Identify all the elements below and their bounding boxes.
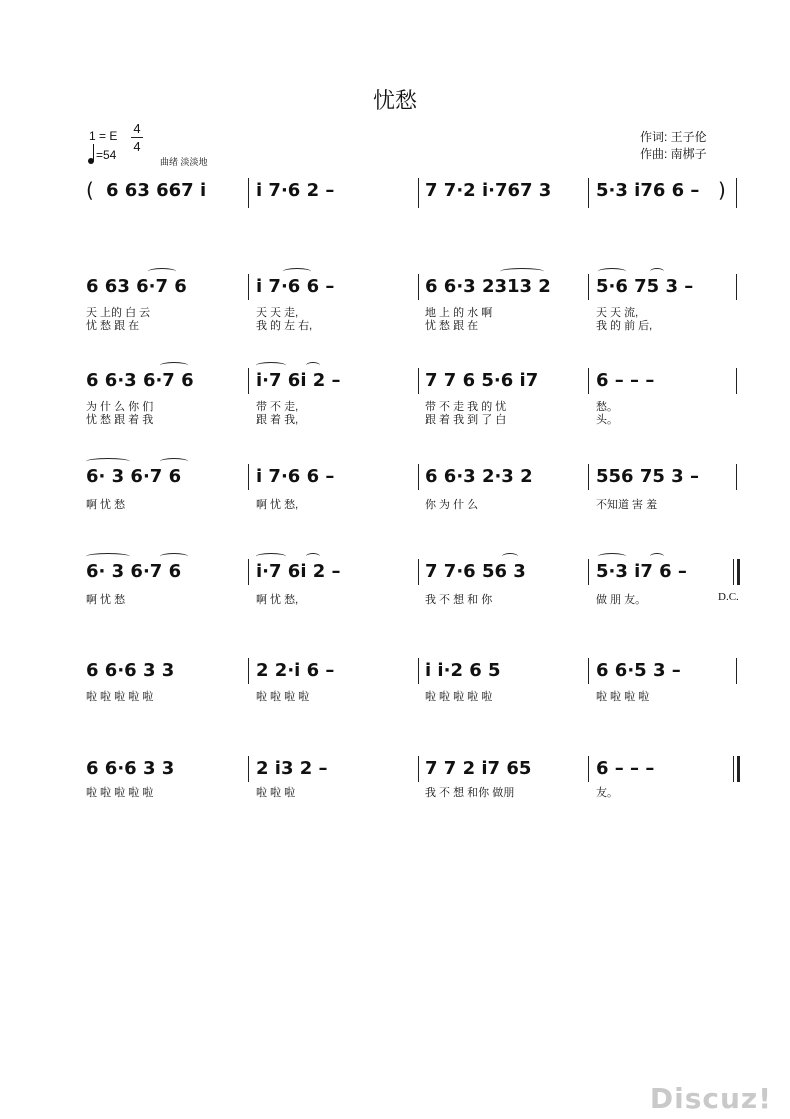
- measure: i·7 6i 2 –: [256, 370, 341, 391]
- watermark-logo: Discuz!: [649, 1082, 772, 1115]
- measure: 6· 3 6·7 6: [86, 466, 182, 487]
- intro-measure-4: 5·3 i76 6 –: [596, 180, 700, 201]
- measure: i 7·6 6 –: [256, 466, 335, 487]
- measure: 7 7 2 i7 65: [425, 758, 532, 779]
- measure: 6 6·3 6·7 6: [86, 370, 194, 391]
- measure: 7 7·6 56 3: [425, 561, 526, 582]
- score-line-1: [0, 268, 790, 338]
- intro-measure-3: 7 7·2 i·767 3: [425, 180, 552, 201]
- lyric: 友。: [596, 787, 618, 799]
- lyricist-credit: 作词: 王子伦: [640, 130, 707, 144]
- lyric: 不知道 害 羞: [596, 499, 658, 511]
- lyric: 头。: [596, 414, 618, 426]
- measure: 5·3 i7 6 –: [596, 561, 687, 582]
- measure: 6 63 6·7 6: [86, 276, 187, 297]
- lyric: 带 不 走,: [256, 401, 299, 413]
- intro-measure-1: 6 63 667 i: [106, 180, 207, 201]
- measure: 6 6·3 2·3 2: [425, 466, 533, 487]
- lyric: 跟 着 我,: [256, 414, 299, 426]
- lyric: 忧 愁 跟 在: [86, 320, 140, 332]
- key-signature: 1 = E: [89, 129, 118, 143]
- measure: 6· 3 6·7 6: [86, 561, 182, 582]
- style-mark: 曲绪 淡淡地: [160, 157, 208, 167]
- lyric: 跟 着 我 到 了 白: [425, 414, 507, 426]
- measure: 6 6·6 3 3: [86, 758, 175, 779]
- lyric: 天 天 走,: [256, 307, 299, 319]
- lyric: 天 上的 白 云: [86, 307, 151, 319]
- lyric: 啦 啦 啦 啦: [256, 691, 310, 703]
- quarter-note-icon: [88, 158, 94, 164]
- lyric: 啊 忧 愁,: [256, 499, 299, 511]
- song-title: 忧愁: [372, 89, 417, 114]
- time-signature: [131, 120, 143, 155]
- measure: 5·6 75 3 –: [596, 276, 694, 297]
- measure: 2 2·i 6 –: [256, 660, 335, 681]
- time-numerator: 4: [133, 121, 141, 136]
- measure: 6 6·5 3 –: [596, 660, 681, 681]
- lyric: 愁。: [596, 401, 618, 413]
- lyric: 做 朋 友。: [596, 594, 647, 606]
- lyric: 天 天 流,: [596, 307, 639, 319]
- lyric: 忧 愁 跟 着 我: [86, 414, 154, 426]
- measure: 6 – – –: [596, 370, 655, 391]
- lyric: 啊 忧 愁: [86, 499, 126, 511]
- measure: 6 6·3 2313 2: [425, 276, 551, 297]
- score-line-6: [0, 750, 790, 810]
- lyric: 啊 忧 愁,: [256, 594, 299, 606]
- tempo-mark: [88, 148, 116, 162]
- lyric: 我 的 前 后,: [596, 320, 653, 332]
- measure: 6 6·6 3 3: [86, 660, 175, 681]
- score-line-5: [0, 652, 790, 712]
- measure: i·7 6i 2 –: [256, 561, 341, 582]
- lyric: 啊 忧 愁: [86, 594, 126, 606]
- lyric: 为 什 么 你 们: [86, 401, 154, 413]
- lyric: 啦 啦 啦 啦 啦: [425, 691, 493, 703]
- lyric: 我 不 想 和 你: [425, 594, 493, 606]
- lyric: 啦 啦 啦 啦 啦: [86, 691, 154, 703]
- lyric: 我 不 想 和你 做朋: [425, 787, 515, 799]
- composer-credit: 作曲: 南梆子: [640, 147, 707, 161]
- intro-open-paren: (: [86, 178, 94, 202]
- intro-line: [0, 178, 790, 218]
- lyric: 啦 啦 啦 啦 啦: [86, 787, 154, 799]
- measure: 7 7 6 5·6 i7: [425, 370, 539, 391]
- measure: i i·2 6 5: [425, 660, 501, 681]
- lyric: 地 上 的 水 啊: [425, 307, 493, 319]
- intro-close-paren: ): [718, 178, 726, 202]
- measure: i 7·6 6 –: [256, 276, 335, 297]
- lyric: 忧 愁 跟 在: [425, 320, 479, 332]
- score-line-3: [0, 458, 790, 518]
- lyric: 你 为 什 么: [425, 499, 479, 511]
- time-denominator: 4: [133, 139, 141, 154]
- lyric: 我 的 左 右,: [256, 320, 313, 332]
- tempo-value: =54: [96, 148, 117, 162]
- measure: 2 i3 2 –: [256, 758, 328, 779]
- intro-measure-2: i 7·6 2 –: [256, 180, 335, 201]
- lyric: 啦 啦 啦: [256, 787, 296, 799]
- dc-mark: D.C.: [718, 591, 739, 603]
- lyric: 啦 啦 啦 啦: [596, 691, 650, 703]
- measure: 6 – – –: [596, 758, 655, 779]
- lyric: 带 不 走 我 的 忧: [425, 401, 507, 413]
- score-line-2: [0, 362, 790, 432]
- measure: 556 75 3 –: [596, 466, 699, 487]
- score-line-4: [0, 553, 790, 613]
